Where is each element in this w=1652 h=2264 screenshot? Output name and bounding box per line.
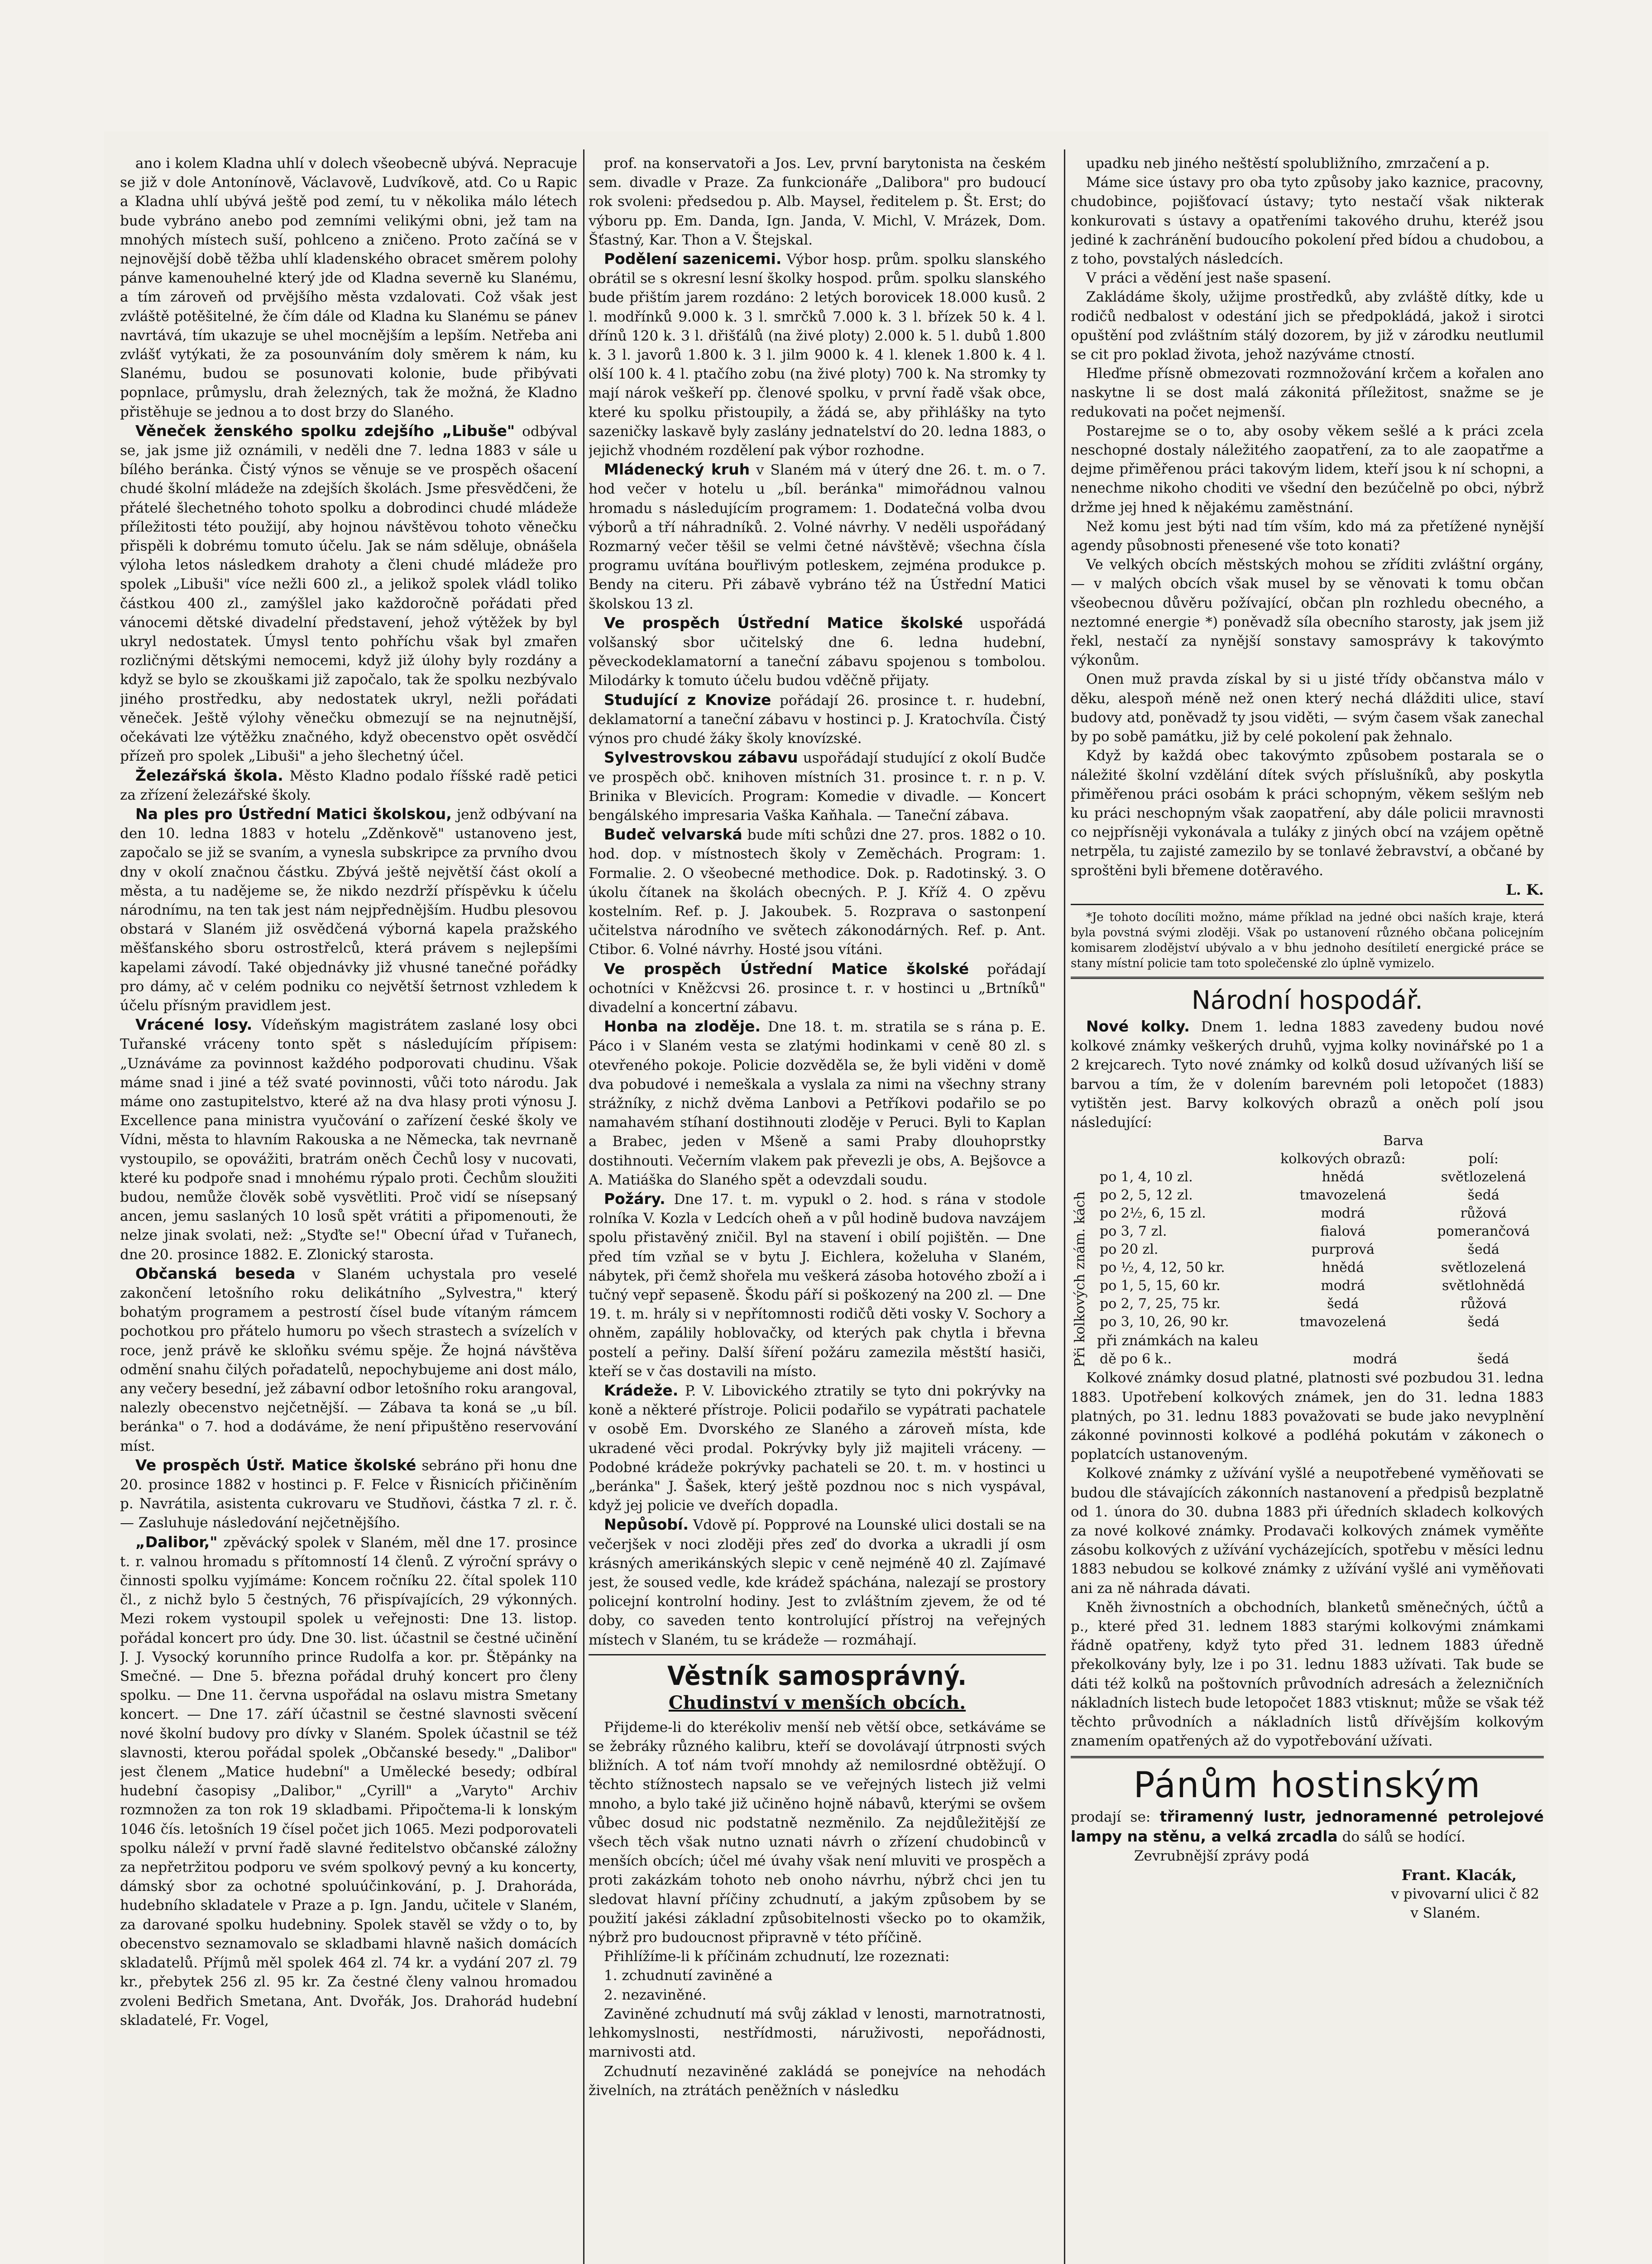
paragraph: Když by každá obec takovýmto způsobem postarala se o náležité školní vzdělání dítek svých příslušníků, aby poskytla přiměřenou práci osobám k práci schopným, věkem sešlým neb ku práci neschopným však zaopatření, aby dále policii mravnosti co nejpřísněji vykonávala a tuláky z jiných obcí na vzájem opětně netrpěla, tu zajisté zamezilo by se tonlavé žebravství, a občané by sproštěni byli břemene dotěravého.: [1071, 748, 1544, 879]
fee-field-color: šedá: [1467, 1242, 1499, 1258]
paragraph: 1. zchudnutí zaviněné a: [604, 1967, 773, 1984]
news-item: [589, 249, 1046, 460]
news-item-head: Ve prospěch Ústřední Matice školské: [604, 614, 963, 632]
news-item-head: Ve prospěch Ústř. Matice školské: [135, 1456, 417, 1474]
news-item-text: Dne 17. t. m. vypukl o 2. hod. s rána v stodole rolníka V. Kozla v Ledcích oheň a v půl hodině budova navzájem spolu přistavěný zničil. Byl na stavení i obilí pojištěn. — Dne před tím vzňal se v bytu J. Eichlera, koželuha v Slaném, nábytek, při čemž shořela mu veškerá zásoba hotového zboží a i tučný vepř sepaseně. Škodu páří si poškozený na 200 zl. — Dne 19. t. m. hrály si v nepřítomnosti rodičů děti vosky V. Sochory a ohněm, zapálily hoblovačky, od kterých pak chytla i břevna postelí a peřiny. Další šíření požáru zamezila městští hasiči, kteří se v čas dostavili na místo.: [589, 1191, 1046, 1380]
fee-field-color: růžová: [1460, 1205, 1507, 1222]
section-rule: [589, 1654, 1046, 1655]
table-row: [1097, 1277, 1544, 1295]
paragraph: 2. nezaviněné.: [604, 1986, 707, 2003]
fee-field-color: pomerančová: [1437, 1223, 1530, 1240]
fee-img-color: tmavozelená: [1299, 1314, 1387, 1330]
section-header: [589, 1654, 1046, 1714]
section-rule: [1071, 977, 1544, 979]
fee-field-color: šedá: [1477, 1351, 1509, 1367]
news-item: [589, 691, 1046, 748]
paragraph: V práci a vědění jest naše spasení.: [1086, 270, 1331, 287]
fee-value: po 2, 7, 25, 75 kr.: [1100, 1296, 1221, 1312]
np-lead: [1071, 1017, 1544, 1132]
footnote-rule: [1071, 904, 1544, 905]
news-item-head: Budeč velvarská: [604, 825, 742, 844]
table-row: [1097, 1295, 1544, 1313]
column-rule-1: [583, 149, 584, 2264]
news-item-text: zpěvácký spolek v Slaném, měl dne 17. prosince t. r. valnou hromadu s přítomností 14 členů. Z výroční správy o činnosti spolku vyjímáme: Koncem ročníku 22. čítal spolek 110 čl., z nichž bylo 5 čestných, 76 přispívajících, 29 výkonných. Mezi rokem vystoupil spolek u veřejnosti: Dne 13. listop. pořádal koncert pro údy. Dne 30. list. účastnil se čestné učinění J. J. Vysocký korunního prince Rudolfa a kor. pr. Štěpánky na Smečné. — Dne 5. března pořádal druhý koncert pro členy spolku. — Dne 11. června uspořádal na oslavu mistra Smetany koncert. — Dne 17. září účastnil se čestné slavnosti svěcení nové školní budovy pro dívky v Slaném. Spolek účastnil se též slavnosti, kterou pořádal spolek „Občanské besedy." „Dalibor" jest členem „Matice hudební" a Umělecké besedy; odbíral hudební časopisy „Dalibor," „Cyrill" a „Varyto" Archiv rozmnožen za ton rok 19 skladbami. Připočtema-li k lonským 1046 čís. letošních 19 čísel počet jich 1065. Mezi podporovateli spolku náleží v první řadě slavné ředitelstvo občanské záložny za nepřetržitou podporu ve svém spolkový pevný a ku koncerty, dámský sbor za ochotné spoluúčinkování, p. J. Drahoráda, hudebního skladatele v Praze a p. Ign. Jandu, učitele v Slaném, za darované spolku hudebniny. Spolek stavěl se vždy o to, by obecenstvo seznamovalo se skladbami hlavně našich domácích skladatelů. Příjmů měl spolek 464 zl. 74 kr. a vydání 207 zl. 79 kr., přebytek 256 zl. 95 kr. Za čestné členy valnou hromadou zvoleni Bedřich Smetana, Ant. Dvořák, Jos. Drahorád hudební skladatelé, Fr. Vogel,: [120, 1534, 577, 2029]
news-item: [589, 1381, 1046, 1515]
news-item-text: Výbor hosp. prům. spolku slanského obrátil se s okresní lesní školky hospod. prům. spolku slanského bude přištím jarem rozdáno: 2 letých borovicek 18.000 kusů. 2 l. modřínků 9.000 k. 3 l. smrčků 7.000 k. 3 l. břízek 50 k. 4 l. dřínů 120 k. 3 l. dřišťálů (na živé ploty) 2.000 k. 5 l. dubů 1.800 k. 3 l. javorů 1.800 k. 3 l. jilm 9000 k. 4 l. klenek 1.800 k. 4 l. olší 100 k. 4 l. ptačího zobu (na živé ploty) 700 k. Na stromky ty mají nárok veškeří pp. členové spolku, v první řadě však obce, které ku spolku přistoupily, a žádá se, aby přihlášky na tyto sazeničky laskavě byly zaslány jednatelství do 20. ledna 1883, o jejichž vhodném rozdělení pak výbor rozhodne.: [589, 251, 1046, 459]
fee-table-field-head: polí:: [1468, 1151, 1499, 1167]
fee-value: po 20 zl.: [1100, 1242, 1159, 1258]
fee-table-side-label: Při kolkových znám. kách: [1072, 1191, 1088, 1367]
paragraph: Onen muž pravda získal by si u jisté třídy občanstva málo v děku, alespoň méně než onen který nechá dlážditi ulice, staví budovy atd, poněvadž ty jsou viděti, — svým časem však zanechal by po sobě památku, již by celé pokolení pak žehnalo.: [1071, 671, 1544, 745]
ad-name: Frant. Klacák,: [1401, 1866, 1517, 1884]
paragraph: Kněh živnostních a obchodních, blanketů směnečných, účtů a p., které před 31. lednem 1883 starými kolkovými známkami řádně opatřeny, když tyto před 31. lednem 1883 úředně překolkovány byly, lze i po 31. lednu 1883 užívati. Tak bude se dáti též kolků na poštovních průvodních adresách a železničních nákladních listech bude letopočet 1883 vtisknut; může se však též těchto průvodních a nákladních listů dřívějším kolkovým znamením opatřených až do vypotřebování užívati.: [1071, 1599, 1544, 1750]
np-lead-text: Dnem 1. ledna 1883 zavedeny budou nové kolkové známky veškerých druhů, vyjma kolky novinářské po 1 a 2 krejcarech. Tyto nové známky od kolků dosud užívaných liší se barvou a tím, že v dolením barevném poli letopočet (1883) vytištěn jest. Barvy kolkových obrazů a oněch polí jsou následující:: [1071, 1018, 1544, 1131]
ad-rule: [1071, 1756, 1544, 1758]
news-item: [120, 1015, 577, 1264]
fee-img-color: modrá: [1321, 1278, 1365, 1294]
fee-field-color: šedá: [1467, 1187, 1499, 1204]
fee-field-color: světlozelená: [1441, 1169, 1526, 1185]
news-item-head: Ve prospěch Ústřední Matice školské: [604, 959, 969, 978]
news-item-text: Dne 18. t. m. stratila se s rána p. E. Páco i v Slaném vesta se zlatými hodinkami v ceně 80 zl. s otevřeného pokoje. Policie dozvěděla se, že byli viděni v domě dva pobudové i nemeškala a vyslala za nimi na všechny strany strážníky, z nichž dvěma Lanbovi a Petříkovi podařilo se po namahavém stíhaní dostihnouti zloděje v Peruci. Byli to Kaplan a Brabec, jeden v Mšeně a sami Praby dlouhoprstky dostihnouti. Večerním vlakem pak převezli je obs, A. Bejšovce a A. Matiáška do Slaného spět a odevzdali soudu.: [589, 1019, 1046, 1188]
table-row: [1097, 1241, 1544, 1259]
paragraph: Kolkové známky z užívání vyšlé a neupotřebené vyměňovati se budou dle stávajících zákonních nastanovení a předpisů bezplatně od 1. února do 30. dubna 1883 při úředních skladech kolkových za nové kolkové známky. Prodavači kolkových známek vyměňte zásobu kolkových z užívání vycházejících, spotřebu v měsíci lednu 1883 nebudou se kolkové známky z užívání vyšlé ani vyměňovati ani za ně náhrada dávati.: [1071, 1465, 1544, 1597]
fee-field-color: světlozelená: [1441, 1260, 1526, 1276]
news-item-head: Krádeže.: [604, 1381, 679, 1399]
paragraph: upadku neb jiného neštěstí spolubližního, zmrzačení a p.: [1086, 155, 1490, 172]
table-row: [1097, 1186, 1544, 1204]
fee-img-color: šedá: [1327, 1296, 1359, 1312]
fee-table-img-head: kolkových obrazů:: [1280, 1151, 1406, 1167]
paragraph: Přijdeme-li do kterékoliv menší neb větší obce, setkáváme se se žebráky různého kalibru, kteří se dovolávají útrpnosti svých bližních. A toť nám tvoří mnohdy až nemilosrdné obtěžují. O těchto stížnostech napsalo se ve veřejných listech již velmi mnoho, a bylo také již učiněno hojně nábavů, kterými se ovšem vůbec dosud nic podstatně nezměnilo. Za nejdůležitější ze všech těch však nutno uznati návrh o zřízení chudobinců v menších obcích; účel mé úvahy však není mluviti ve prospěch a proti zakázkám tohoto neb onoho návrhu, nýbrž chci jen tu sledovat hlavní příčiny zchudnutí, a jakým způsobem by se použití jakési základní způsobitelnosti všecko po to okamžik, nýbrž pro budoucnost připravně v této příčině.: [589, 1719, 1046, 1946]
news-item-head: Železářská škola.: [135, 766, 283, 784]
ad-body-lead: prodají se:: [1071, 1809, 1151, 1826]
news-item: [589, 1190, 1046, 1381]
fee-img-color: purprová: [1311, 1242, 1375, 1258]
news-item-text: sebráno při honu dne 20. prosince 1882 v hostinci p. F. Felce v Řisnicích přičiněním p. Navrátila, asistenta cukrovaru ve Studňovi, částka 7 zl. r. č. — Zasluhuje následování nejčetnějšího.: [120, 1457, 577, 1531]
np-paragraphs: [1071, 1368, 1544, 1751]
ad-title: Pánům hostinským: [1133, 1765, 1481, 1806]
paragraph: prof. na konservatoři a Jos. Lev, první barytonista na českém sem. divadle v Praze. Za funkcionáře „Dalibora" pro budoucí rok svoleni: předsedou p. Alb. Maysel, ředitelem p. Št. Erst; do výboru pp. Em. Danda, Ign. Janda, V. Michl, V. Mrázek, Dom. Šťastný, Kar. Thon a V. Štejskal.: [589, 155, 1046, 248]
section-title-narodni-hospodar: Národní hospodář.: [1192, 985, 1423, 1015]
news-item: [589, 959, 1046, 1017]
fee-table-small: [1097, 1350, 1544, 1368]
fee-img-color: modrá: [1353, 1351, 1398, 1367]
news-item-text: pořádají 26. prosince t. r. hudební, deklamatorní a taneční zábavu v hostinci p. J. Kratochvíla. Čistý výnos pro chudé žáky školy knovízské.: [589, 692, 1046, 747]
fee-value: po 1, 4, 10 zl.: [1100, 1169, 1193, 1185]
news-item: [120, 1533, 577, 2030]
paragraph: Hleďme přísně obmezovati rozmnožování krčem a kořalen ano naskytne li se dost malá zákonitá příležitost, snažme se je redukovati na počet nejmenší.: [1071, 365, 1544, 420]
table-row: [1097, 1350, 1544, 1368]
news-item-head: Mládenecký kruh: [604, 460, 750, 479]
news-item-head: Nepůsobí.: [604, 1516, 689, 1534]
fee-img-color: hnědá: [1322, 1260, 1365, 1276]
column-3-article: [1071, 154, 1544, 899]
news-item-text: P. V. Libovického ztratily se tyto dni pokrývky na koně a některé přístroje. Policii podařilo se vypátrati pachatele v osobě Em. Dvorského ze Slaného a zároveň místa, kde ukradené věci prodal. Pokrývky byly již majiteli vráceny. — Podobné krádeže pokrývky pachateli se 20. t. m. v hostinci u „beránka" J. Šašek, který ještě pozdnou noc s nich vyspával, když jej policie ve dveřích dopadla.: [589, 1383, 1046, 1514]
table-row: [1097, 1259, 1544, 1277]
fee-value: po ½, 4, 12, 50 kr.: [1100, 1260, 1225, 1276]
fee-img-color: hnědá: [1322, 1169, 1365, 1185]
news-item: [589, 460, 1046, 614]
news-item-text: v Slaném uchystala pro veselé zakončení letošního roku delikátního „Sylvestra," který bohatým programem a pestrostí čísel bude vítaným rámcem pochotkou pro přátelo humoru po všech strastech a svízelích v roce, jenž právě ke skloňku svému spěje. Že hojná návštěva odmění snahu čilých pořadatelů, nepochybujeme ani dost málo, any večery besední, jež zábavní odbor letošního roku arangoval, nalezly obecenstvo nejčetnější. — Zábava ta koná se „u bíl. beránka" o 7. hod a dodáváme, že není připuštěno reservování míst.: [120, 1266, 577, 1454]
news-item-text: uspořádá volšanský sbor učitelský dne 6. ledna hudební, pěveckodeklamatorní a taneční zábavu spojenou s tombolou. Milodárky k tomuto účelu budou vděčně přijaty.: [589, 615, 1046, 689]
column-1: [120, 154, 577, 2264]
fee-field-color: šedá: [1467, 1314, 1499, 1330]
fee-table: [1097, 1132, 1544, 1331]
news-item-text: pořádají ochotníci v Kněžcvsi 26. prosince t. r. v hostinci u „Brtníků" divadelní a koncertní zábavu.: [589, 961, 1046, 1016]
fee-field-color: růžová: [1460, 1296, 1507, 1312]
news-item: [589, 825, 1046, 959]
paragraph: Máme sice ústavy pro oba tyto způsoby jako kaznice, pracovny, chudobince, pojišťovací ústavy; tyto nestačí však nikterak konkurovati s ústavy a opatřeními takového druhu, kteréž jsou jediné k zachránění budoucího pokolení před bídou a chudobou, a z toho, povstalých následcích.: [1071, 174, 1544, 268]
paragraph: Zakládáme školy, užijme prostředků, aby zvláště dítky, kde u rodičů nedbalost v odestání jich se předpokládá, jakož i sirotci opuštění pod zvláštním stálý dozorem, by již v zárodku neutlumil se cit pro poklad života, jehož nazýváme ctností.: [1071, 289, 1544, 363]
news-item-text: v Slaném má v úterý dne 26. t. m. o 7. hod večer v hotelu u „bíl. beránka" mimořádnou valnou hromadu s následujícím programem: 1. Dodatečná volba dvou výborů a tří náhradníků. 2. Volné návrhy. V neděli uspořádaný Rozmarný večer těšil se velmi četné návštěvě; všechna čísla programu uvítána bouřlivým potleskem, zejména produkce p. Bendy na citeru. Při zábavě vybráno též na Ústřední Matici školskou 13 zl.: [589, 462, 1046, 612]
news-item: [589, 1017, 1046, 1190]
fee-value: po 1, 5, 15, 60 kr.: [1100, 1278, 1221, 1294]
table-row: [1097, 1204, 1544, 1223]
table-row: [1097, 1168, 1544, 1186]
fee-img-color: modrá: [1321, 1205, 1365, 1222]
news-item-text: bude míti schůzi dne 27. pros. 1882 o 10. hod. dop. v místnostech školy v Zeměchách. Program: 1. Formalie. 2. O všeobecné methodice. Dok. p. Radotinský. 3. O úkolu čítanek na školách obecných. P. J. Kříž 4. O zpěvu kostelním. Ref. p. J. Jakoubek. 5. Rozprava o sastonpení učitelstva národního ve světech zákonodárných. Ref. p. Ant. Ctibor. 6. Volné návrhy. Hosté jsou vítáni.: [589, 827, 1046, 958]
paragraph: Postarejme se o to, aby osoby věkem sešlé a k práci zcela neschopné dostaly náležitého zaopatření, za to ale zaopatřme a dejme přiměřenou práci takovým lidem, kteří jsou k ní schopni, a nenechme nikoho choditi ve všední den bezúčelně po obci, nýbrž držme jej hned k nějakému zaměstnání.: [1071, 422, 1544, 516]
paragraph: Ve velkých obcích městských mohou se zříditi zvláštní orgány, — v malých obcích však musel by se věnovati k tomu občan všeobecnou důvěru požívající, občan pln rozhledu obecného, a neztomné energie *) poněvadž síla obecního starosty, jak jsem již řekl, nestačí za nynější sonstavy samosprávy k takovýmto výkonům.: [1071, 556, 1544, 669]
fee-table-body: [1097, 1168, 1544, 1331]
fee-value: po 2½, 6, 15 zl.: [1100, 1205, 1206, 1222]
news-item-head: Honba na zloděje.: [604, 1017, 761, 1036]
ad-body-items: třiramenný lustr, jednoramenné petrolejové lampy na stěnu, a velká zrcadla: [1071, 1808, 1544, 1845]
column-2: [589, 154, 1046, 2264]
news-item-text: Vídeňským magistrátem zaslané losy obci Tuřanské vráceny tonto spět s následujícím přípisem: „Uznáváme za povinnost každého podporovati chudinu. Však máme snad i jiné a též svaté povinnosti, vůči toto národu. Jak máme ono zastupitelstvo, které až na dva hlasy proti výnosu J. Excellence pana ministra vyučování o zařízení české školy ve Vídni, města to hlavním Rakouska a ne Německa, tak nevrnaně vystoupilo, se opovážiti, bratrám oněch Čechů losy v nucovati, které ku podpoře snad i mnohému rýpalo proti. Čechům sloužiti budou, nemůže člověk sobě vysvětliti. Proč vidí se nísepsaný ancen, jemu saslaných 10 losů spět vrátiti a připomenouti, že nelze jinak svolati, než: „Styďte se!" Obecní úřad v Tuřanech, dne 20. prosince 1882. E. Zlonický starosta.: [120, 1017, 577, 1263]
fee-value: po 3, 10, 26, 90 kr.: [1100, 1314, 1229, 1330]
news-item: [120, 1456, 577, 1533]
column-rule-2: [1064, 149, 1065, 2264]
fee-table-small-note: při známkách na kaleu: [1097, 1333, 1259, 1349]
ad-body-tail: do sálů se hodící.: [1342, 1828, 1465, 1845]
ad-addr-1: v pivovarní ulici č 82: [1391, 1886, 1539, 1903]
news-item-head: Věneček ženského spolku zdejšího „Libuše": [135, 422, 515, 440]
news-item-head: Podělení sazenicemi.: [604, 250, 782, 268]
news-item: [120, 766, 577, 805]
news-item-head: „Dalibor,": [135, 1533, 218, 1551]
news-item-head: Vrácené losy.: [135, 1016, 253, 1034]
fee-value: dě po 6 k..: [1100, 1351, 1172, 1367]
fee-img-color: fialová: [1320, 1223, 1366, 1240]
news-item-head: Sylvestrovskou zábavu: [604, 748, 798, 767]
fee-table-block: [1071, 1132, 1544, 1368]
column-3: [1071, 154, 1544, 2264]
fee-img-color: tmavozelená: [1299, 1187, 1387, 1204]
np-lead-head: Nové kolky.: [1086, 1017, 1190, 1035]
ad-body: [1071, 1807, 1544, 1846]
news-item: [589, 1515, 1046, 1649]
article-signature: L. K.: [1506, 881, 1544, 898]
paragraph: Než komu jest býti nad tím vším, kdo má za přetížené nynější agendy působnosti přenesené vše toto konati?: [1071, 518, 1544, 554]
news-item: [589, 748, 1046, 825]
news-item: [589, 614, 1046, 691]
news-item-head: Požáry.: [604, 1190, 666, 1208]
news-item-text: uspořádají studující z okolí Budče ve prospěch obč. knihoven místních 31. prosince t. r. n p. V. Brinika v Blevicích. Program: Komedie v divadle. — Koncert bengálského impresaria Vaška Kaňhala. — Taneční zábava.: [589, 750, 1046, 824]
news-item-text: Město Kladno podalo říšské radě petici za zřízení železářské školy.: [120, 767, 577, 803]
news-item-text: jenž odbývaní na den 10. ledna 1883 v hotelu „Zděnkově" ustanoveno jest, započalo se již se svaním, a vynesla subskripce za prvního dvou dny v okolí značnou částku. Zbývá ještě největší část okolí a města, a tu nadějeme se, že nikdo nezdrží příspěvku k účelu národnímu, na ten tak jest nám nejpřednějším. Hudbu plesovou obstará v Slaném již osvědčená výborná kapela pražského měšťanského sboru ostrostřelců, která právem s nejlepšími kapelami závodí. Také objednávky již vhusné tanečné pořádky pro dámy, ač v celém podniku co největší šetrnost vzhledem k účelu přísným pravidlem jest.: [120, 806, 577, 1014]
ad-addr-2: v Slaném.: [1410, 1905, 1480, 1922]
news-item-text: odbýval se, jak jsme již oznámili, v neděli dne 7. ledna 1883 v sále u bílého beránka. Čistý výnos se věnuje se ve prospěch ošacení chudé školní mládeže na zdejších školách. Jsme přesvědčeni, že přátelé šlechetného tohoto spolku a dobrodinci chudé mládeže příležitosti této použijí, aby hojnou návštěvou tohoto věnečku přispěli k dobrému tomuto účelu. Jak se nám sděluje, obnášela výloha letos následkem drahoty a členi chudé mládeže pro spolek „Libuši" více nežli 600 zl., a jelikož spolek vládl toliko částkou 400 zl., zamýšlel jako každoročně pořádati před vánocemi dětské divadelní představení, jehož výtěžek by byl ukryl nedostatek. Úmysl tento pohříchu však byl zmařen rozličnými dětskými nemocemi, když již úlohy byly rozdány a když se bylo se zkouškami již započalo, tak že spolku nezbývalo jiného prostředku, aby nedostatek ukryl, nežli pořádati věneček. Ještě výlohy věnečku obmezují se na nejnutnější, očekávati lze výtěžku značného, když obecenstvo opět osvědčí přízeň pro spolek „Libuši" a jeho šlechetný účel.: [120, 423, 577, 765]
table-row: [1097, 1313, 1544, 1331]
news-item-head: Občanská beseda: [135, 1264, 296, 1282]
news-item: [120, 805, 577, 1015]
footnote: *Je tohoto docíliti možno, máme příklad na jedné obci naších kraje, která byla povstná svými zloději. Však po ustanovení různého občana policejním komisarem zlodějství ubývalo a v bhu jednoho desítiletí energické práce se stany místní policie tam toto společenské zlo úplně vymizelo.: [1071, 910, 1544, 970]
fee-field-color: světlohnědá: [1442, 1278, 1525, 1294]
fee-table-color-head: Barva: [1383, 1133, 1424, 1149]
news-item: [120, 1264, 577, 1456]
news-item-text: Vdově pí. Popprové na Lounské ulici dostali se na večerjšek v noci zloději přes zeď do dvorka a ukradli jí osm krásných amerikánských slepic v ceně nejméně 40 zl. Zajímavé jest, že soused vedle, kde krádež spáchána, nalezají se prostory policejní kontrolní hodiny. Jest to zvláštním zjevem, že od té doby, co saveden tento kontrolující přístroj na veřejných místech v Slaném, tu se krádeže — rozmáhají.: [589, 1517, 1046, 1648]
table-row: [1097, 1223, 1544, 1241]
section-title: Věstník samosprávný.: [667, 1660, 967, 1691]
paragraph: ano i kolem Kladna uhlí v dolech všeobecně ubývá. Nepracuje se již v dole Antonínově, Václavově, Ludvíkově, atd. Co u Rapic a Kladna uhlí ubývá ještě pod zemí, tu v několika málo létech bude vybráno anebo pod zemními velikými obni, jež tam na mnohých místech suší, pohlceno a zničeno. Proto začíná se v nejnovější době těžba uhlí kladenského obracet směrem polohy pánve kamenouhelné který jde od Kladna severně ku Slanému, a tím zároveň od prvějšího města vzdalovati. Což však jest zvláště potěšitelné, že čím dále od Kladna ku Slanému se pánev navrtává, tím ukazuje se uhel mocnějším a lepším. Netřeba ani zvlášť vytýkati, že za posounváním doly směrem k nám, ku Slanému, budou se posunovati kolonie, bude přibývati popnlace, průmyslu, drah železných, tak že možná, že Kladno přistěhuje se jednou a to dost brzy do Slaného.: [120, 155, 577, 420]
fee-value: po 2, 5, 12 zl.: [1100, 1187, 1193, 1204]
news-item: [120, 422, 577, 766]
paragraph: Zchudnutí nezaviněné zakládá se ponejvíce na nehodách živelních, na ztrátách peněžních v následku: [589, 2063, 1046, 2099]
paragraph: Přihlížíme-li k příčinám zchudnutí, lze rozeznati:: [604, 1948, 950, 1965]
paragraph: Zaviněné zchudnutí má svůj základ v lenosti, marnotratnosti, lehkomyslnosti, nestřídmosti, náruživosti, nepořádnosti, marnivosti atd.: [589, 2005, 1046, 2061]
news-item-head: Na ples pro Ústřední Matici školskou,: [135, 805, 452, 823]
news-item-head: Studující z Knovize: [604, 691, 771, 709]
section-subtitle: Chudinství v menších obcích.: [668, 1692, 966, 1713]
paragraph: Kolkové známky dosud platné, platnosti své pozbudou 31. ledna 1883. Upotřebení kolkových známek, jen do 31. ledna 1883 platných, po 31. lednu 1883 považovati se bude jako nevyplnění zákonné povinnosti kolkové a podléhá pokutám v zákonech o poplatcích ustanoveným.: [1071, 1370, 1544, 1463]
ad-more: Zevrubnější zprávy podá: [1134, 1847, 1309, 1864]
fee-value: po 3, 7 zl.: [1100, 1223, 1167, 1240]
